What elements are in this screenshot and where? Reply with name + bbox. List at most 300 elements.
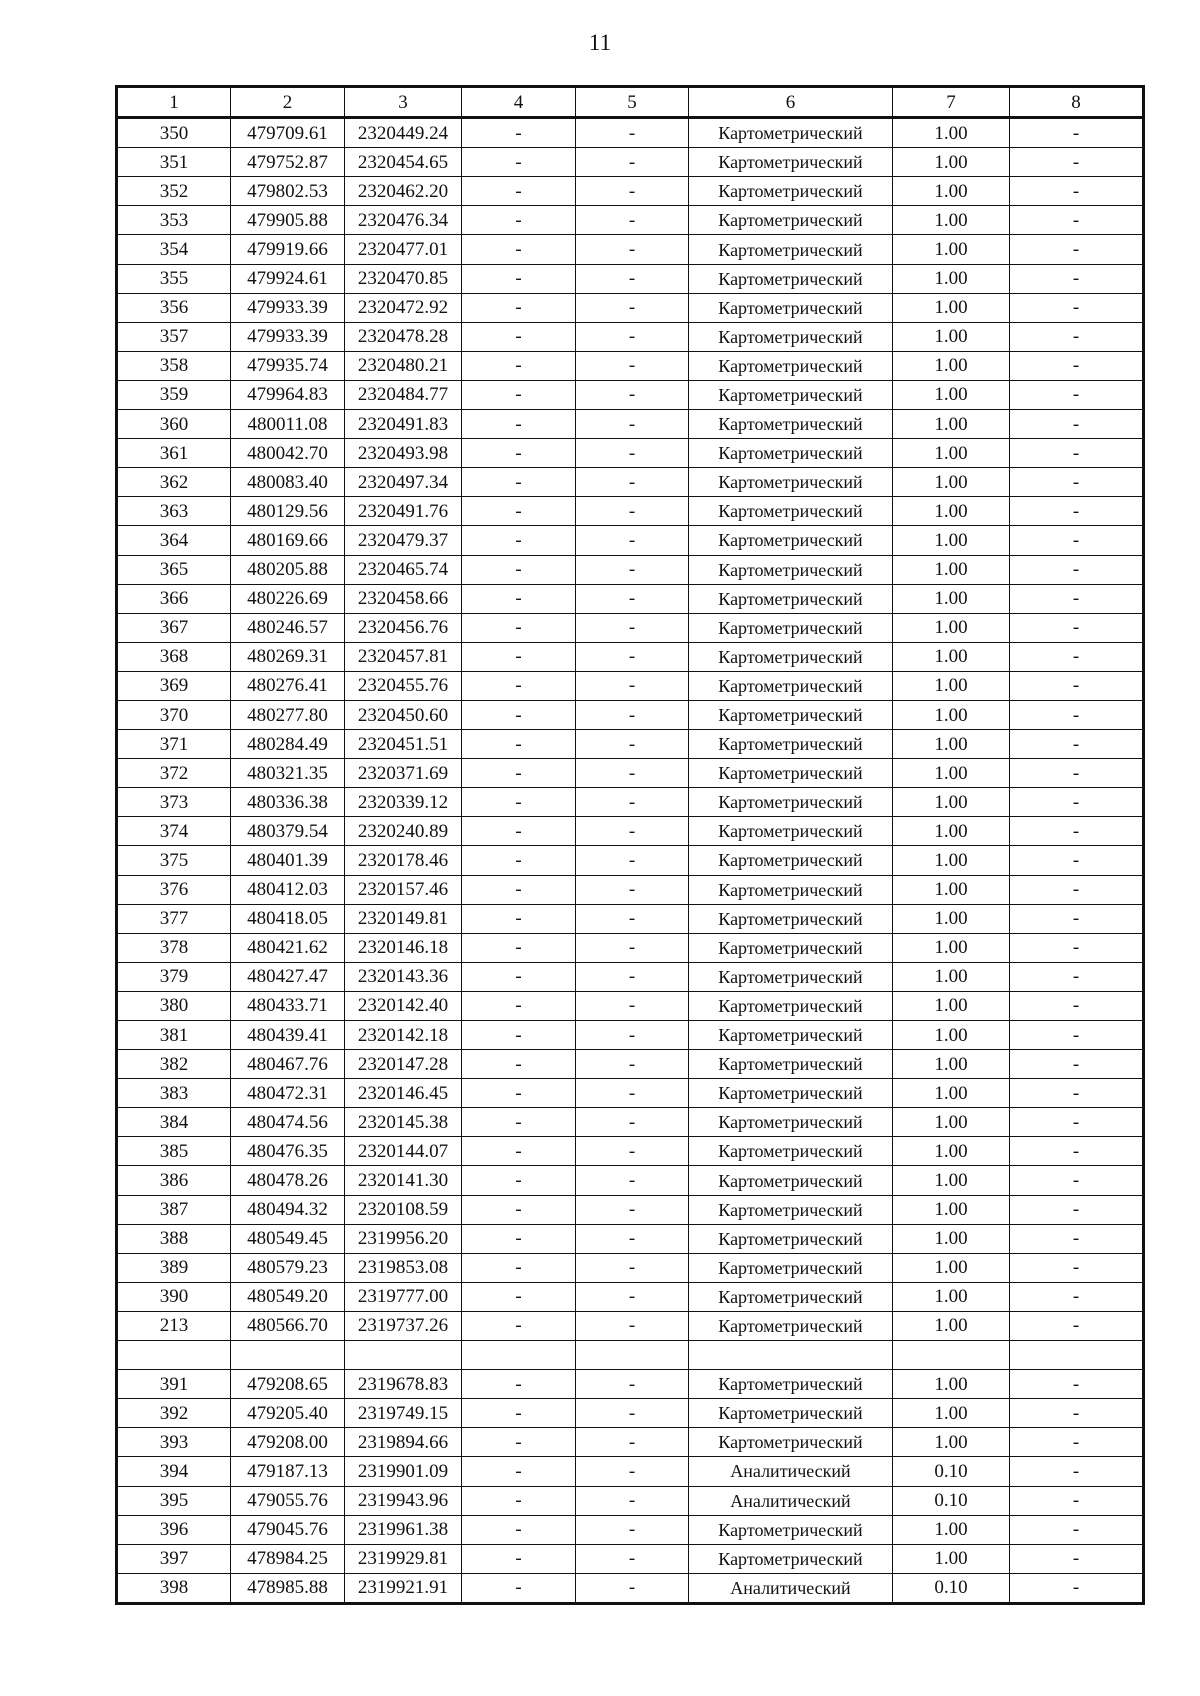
table-row [117,235,1144,264]
col4-cell: - [462,1515,576,1544]
accuracy-cell: 1.00 [893,1544,1010,1573]
col8-cell: - [1010,730,1144,759]
y-coordinate-cell: 2319921.91 [345,1573,462,1603]
accuracy-cell: 1.00 [893,439,1010,468]
col4-cell: - [462,730,576,759]
point-number-cell: 357 [117,322,231,351]
table-row [117,206,1144,235]
accuracy-cell: 1.00 [893,526,1010,555]
point-number-cell: 359 [117,380,231,409]
col5-cell: - [576,759,689,788]
accuracy-cell: 1.00 [893,1108,1010,1137]
x-coordinate-cell: 480269.31 [231,642,345,671]
y-coordinate-cell: 2319749.15 [345,1399,462,1428]
point-number-cell: 384 [117,1108,231,1137]
table-row [117,1515,1144,1544]
table-row [117,1399,1144,1428]
table-row [117,671,1144,700]
y-coordinate-cell: 2319901.09 [345,1457,462,1486]
point-number-cell: 377 [117,904,231,933]
x-coordinate-cell: 480418.05 [231,904,345,933]
point-number-cell: 382 [117,1050,231,1079]
point-number-cell: 351 [117,148,231,177]
x-coordinate-cell: 480321.35 [231,759,345,788]
col4-cell: - [462,1137,576,1166]
col5-cell: - [576,1544,689,1573]
table-row [117,1195,1144,1224]
table-row [117,1341,1144,1370]
col5-cell: - [576,1224,689,1253]
col4-cell: - [462,962,576,991]
point-number-cell: 383 [117,1079,231,1108]
point-number-cell: 375 [117,846,231,875]
accuracy-cell: 1.00 [893,875,1010,904]
col5-cell: - [576,1282,689,1311]
point-number-cell: 398 [117,1573,231,1603]
col5-cell: - [576,933,689,962]
col4-cell [462,1341,576,1370]
method-cell: Картометрический [689,1311,893,1340]
col8-cell: - [1010,380,1144,409]
x-coordinate-cell: 480427.47 [231,962,345,991]
col4-cell: - [462,1108,576,1137]
method-cell: Картометрический [689,1137,893,1166]
accuracy-cell: 1.00 [893,1166,1010,1195]
point-number-cell: 370 [117,700,231,729]
method-cell: Картометрический [689,526,893,555]
col4-cell: - [462,875,576,904]
col5-cell: - [576,584,689,613]
method-cell: Картометрический [689,962,893,991]
col8-cell: - [1010,206,1144,235]
x-coordinate-cell: 480379.54 [231,817,345,846]
column-header-7: 7 [893,87,1010,118]
column-header-2: 2 [231,87,345,118]
col8-cell: - [1010,235,1144,264]
col8-cell: - [1010,1079,1144,1108]
accuracy-cell: 1.00 [893,933,1010,962]
y-coordinate-cell: 2319737.26 [345,1311,462,1340]
method-cell: Картометрический [689,235,893,264]
method-cell: Аналитический [689,1573,893,1603]
x-coordinate-cell: 480277.80 [231,700,345,729]
col8-cell: - [1010,788,1144,817]
y-coordinate-cell: 2320497.34 [345,468,462,497]
col5-cell: - [576,1253,689,1282]
x-coordinate-cell: 480549.45 [231,1224,345,1253]
col4-cell: - [462,410,576,439]
column-header-8: 8 [1010,87,1144,118]
accuracy-cell: 1.00 [893,380,1010,409]
accuracy-cell: 1.00 [893,1195,1010,1224]
col5-cell: - [576,875,689,904]
method-cell: Картометрический [689,439,893,468]
col8-cell: - [1010,1108,1144,1137]
point-number-cell: 368 [117,642,231,671]
accuracy-cell: 1.00 [893,730,1010,759]
col8-cell: - [1010,584,1144,613]
accuracy-cell: 1.00 [893,235,1010,264]
x-coordinate-cell: 480566.70 [231,1311,345,1340]
x-coordinate-cell: 480467.76 [231,1050,345,1079]
table-row [117,1137,1144,1166]
point-number-cell: 392 [117,1399,231,1428]
col5-cell: - [576,991,689,1020]
col4-cell: - [462,351,576,380]
y-coordinate-cell: 2319956.20 [345,1224,462,1253]
point-number-cell: 389 [117,1253,231,1282]
method-cell: Картометрический [689,1544,893,1573]
col5-cell [576,1341,689,1370]
col4-cell: - [462,293,576,322]
point-number-cell: 379 [117,962,231,991]
x-coordinate-cell: 480494.32 [231,1195,345,1224]
col5-cell: - [576,148,689,177]
col4-cell: - [462,1428,576,1457]
method-cell: Картометрический [689,293,893,322]
table-row [117,497,1144,526]
col4-cell: - [462,1195,576,1224]
col8-cell: - [1010,1195,1144,1224]
accuracy-cell: 1.00 [893,788,1010,817]
x-coordinate-cell: 479933.39 [231,322,345,351]
x-coordinate-cell: 479802.53 [231,177,345,206]
col5-cell: - [576,1108,689,1137]
col8-cell: - [1010,118,1144,148]
col5-cell: - [576,962,689,991]
table-row [117,410,1144,439]
col5-cell: - [576,1311,689,1340]
table-row [117,322,1144,351]
col8-cell: - [1010,1021,1144,1050]
point-number-cell: 367 [117,613,231,642]
y-coordinate-cell: 2319929.81 [345,1544,462,1573]
method-cell: Картометрический [689,118,893,148]
method-cell: Картометрический [689,671,893,700]
y-coordinate-cell: 2320146.45 [345,1079,462,1108]
x-coordinate-cell: 480129.56 [231,497,345,526]
x-coordinate-cell: 479709.61 [231,118,345,148]
col4-cell: - [462,991,576,1020]
method-cell: Картометрический [689,991,893,1020]
col8-cell: - [1010,613,1144,642]
method-cell: Картометрический [689,1108,893,1137]
table-row [117,788,1144,817]
point-number-cell: 387 [117,1195,231,1224]
x-coordinate-cell: 479919.66 [231,235,345,264]
accuracy-cell: 0.10 [893,1573,1010,1603]
table-row [117,1486,1144,1515]
col4-cell: - [462,1253,576,1282]
table-row [117,1544,1144,1573]
table-row [117,1021,1144,1050]
y-coordinate-cell: 2320479.37 [345,526,462,555]
x-coordinate-cell: 479045.76 [231,1515,345,1544]
col8-cell: - [1010,846,1144,875]
y-coordinate-cell: 2320145.38 [345,1108,462,1137]
y-coordinate-cell: 2319678.83 [345,1370,462,1399]
method-cell: Картометрический [689,642,893,671]
col4-cell: - [462,788,576,817]
x-coordinate-cell: 480336.38 [231,788,345,817]
table-row [117,759,1144,788]
x-coordinate-cell: 480205.88 [231,555,345,584]
coordinates-table [115,85,1145,1605]
col5-cell: - [576,410,689,439]
method-cell: Аналитический [689,1486,893,1515]
col4-cell: - [462,642,576,671]
y-coordinate-cell: 2319894.66 [345,1428,462,1457]
point-number-cell: 395 [117,1486,231,1515]
point-number-cell: 390 [117,1282,231,1311]
col4-cell: - [462,555,576,584]
table-row [117,293,1144,322]
table-row [117,904,1144,933]
col8-cell: - [1010,875,1144,904]
point-number-cell: 365 [117,555,231,584]
table-row [117,1370,1144,1399]
point-number-cell: 380 [117,991,231,1020]
point-number-cell: 396 [117,1515,231,1544]
point-number-cell: 391 [117,1370,231,1399]
col4-cell: - [462,584,576,613]
col5-cell: - [576,1050,689,1079]
x-coordinate-cell: 479933.39 [231,293,345,322]
y-coordinate-cell: 2320450.60 [345,700,462,729]
y-coordinate-cell: 2320240.89 [345,817,462,846]
col8-cell: - [1010,410,1144,439]
col5-cell: - [576,846,689,875]
col8-cell: - [1010,468,1144,497]
x-coordinate-cell: 479752.87 [231,148,345,177]
accuracy-cell: 1.00 [893,264,1010,293]
y-coordinate-cell: 2320458.66 [345,584,462,613]
point-number-cell: 358 [117,351,231,380]
x-coordinate-cell: 479208.00 [231,1428,345,1457]
col5-cell: - [576,671,689,700]
method-cell: Картометрический [689,584,893,613]
accuracy-cell: 1.00 [893,468,1010,497]
x-coordinate-cell: 480401.39 [231,846,345,875]
col5-cell: - [576,206,689,235]
col4-cell: - [462,1079,576,1108]
accuracy-cell: 1.00 [893,497,1010,526]
method-cell: Картометрический [689,730,893,759]
point-number-cell: 381 [117,1021,231,1050]
col8-cell: - [1010,1370,1144,1399]
point-number-cell: 353 [117,206,231,235]
point-number-cell: 364 [117,526,231,555]
method-cell: Картометрический [689,1050,893,1079]
col5-cell: - [576,1137,689,1166]
y-coordinate-cell: 2320144.07 [345,1137,462,1166]
column-header-6: 6 [689,87,893,118]
table-row [117,700,1144,729]
y-coordinate-cell: 2320157.46 [345,875,462,904]
col4-cell: - [462,1486,576,1515]
x-coordinate-cell: 480083.40 [231,468,345,497]
x-coordinate-cell: 480474.56 [231,1108,345,1137]
col4-cell: - [462,526,576,555]
y-coordinate-cell: 2320141.30 [345,1166,462,1195]
accuracy-cell: 1.00 [893,148,1010,177]
table-row [117,846,1144,875]
accuracy-cell: 1.00 [893,293,1010,322]
accuracy-cell: 1.00 [893,1253,1010,1282]
table-row [117,1457,1144,1486]
method-cell: Картометрический [689,700,893,729]
col4-cell: - [462,904,576,933]
col8-cell: - [1010,148,1144,177]
accuracy-cell: 1.00 [893,410,1010,439]
table-row [117,875,1144,904]
col5-cell: - [576,555,689,584]
col8-cell: - [1010,351,1144,380]
x-coordinate-cell: 478985.88 [231,1573,345,1603]
col5-cell: - [576,264,689,293]
point-number-cell: 397 [117,1544,231,1573]
header-row [117,87,1144,118]
point-number-cell: 356 [117,293,231,322]
x-coordinate-cell: 479935.74 [231,351,345,380]
x-coordinate-cell: 480439.41 [231,1021,345,1050]
point-number-cell: 213 [117,1311,231,1340]
table-row [117,613,1144,642]
col4-cell: - [462,1021,576,1050]
accuracy-cell: 1.00 [893,671,1010,700]
col8-cell: - [1010,1311,1144,1340]
accuracy-cell: 1.00 [893,1311,1010,1340]
col5-cell: - [576,1573,689,1603]
x-coordinate-cell: 479905.88 [231,206,345,235]
col8-cell: - [1010,671,1144,700]
method-cell: Картометрический [689,1370,893,1399]
col4-cell: - [462,933,576,962]
col5-cell: - [576,439,689,468]
method-cell: Картометрический [689,1399,893,1428]
col5-cell: - [576,468,689,497]
col8-cell: - [1010,555,1144,584]
col5-cell: - [576,1195,689,1224]
y-coordinate-cell: 2320449.24 [345,118,462,148]
table-row [117,1108,1144,1137]
col4-cell: - [462,439,576,468]
method-cell [689,1341,893,1370]
table-row [117,991,1144,1020]
accuracy-cell: 1.00 [893,613,1010,642]
col8-cell: - [1010,264,1144,293]
col4-cell: - [462,1166,576,1195]
col5-cell: - [576,1428,689,1457]
method-cell: Картометрический [689,1515,893,1544]
col4-cell: - [462,148,576,177]
col4-cell: - [462,264,576,293]
x-coordinate-cell: 480226.69 [231,584,345,613]
col5-cell: - [576,1399,689,1428]
col8-cell: - [1010,1282,1144,1311]
accuracy-cell: 1.00 [893,584,1010,613]
method-cell: Картометрический [689,380,893,409]
point-number-cell: 355 [117,264,231,293]
table-row [117,1282,1144,1311]
col5-cell: - [576,177,689,206]
point-number-cell: 394 [117,1457,231,1486]
y-coordinate-cell: 2320478.28 [345,322,462,351]
method-cell: Картометрический [689,1428,893,1457]
x-coordinate-cell: 480169.66 [231,526,345,555]
x-coordinate-cell: 480478.26 [231,1166,345,1195]
col8-cell: - [1010,322,1144,351]
col5-cell: - [576,118,689,148]
point-number-cell: 371 [117,730,231,759]
y-coordinate-cell: 2319961.38 [345,1515,462,1544]
accuracy-cell: 1.00 [893,817,1010,846]
y-coordinate-cell: 2320146.18 [345,933,462,962]
table-row [117,177,1144,206]
method-cell: Картометрический [689,264,893,293]
col8-cell: - [1010,962,1144,991]
y-coordinate-cell: 2320480.21 [345,351,462,380]
point-number-cell: 385 [117,1137,231,1166]
col5-cell: - [576,613,689,642]
col8-cell [1010,1341,1144,1370]
method-cell: Картометрический [689,875,893,904]
accuracy-cell: 1.00 [893,1079,1010,1108]
col4-cell: - [462,1370,576,1399]
method-cell: Картометрический [689,148,893,177]
accuracy-cell: 1.00 [893,1428,1010,1457]
x-coordinate-cell: 480421.62 [231,933,345,962]
y-coordinate-cell: 2320178.46 [345,846,462,875]
col4-cell: - [462,1544,576,1573]
x-coordinate-cell: 479208.65 [231,1370,345,1399]
col4-cell: - [462,759,576,788]
col4-cell: - [462,846,576,875]
point-number-cell: 363 [117,497,231,526]
method-cell: Картометрический [689,1166,893,1195]
y-coordinate-cell: 2320476.34 [345,206,462,235]
x-coordinate-cell: 480042.70 [231,439,345,468]
x-coordinate-cell: 480472.31 [231,1079,345,1108]
x-coordinate-cell: 479055.76 [231,1486,345,1515]
accuracy-cell: 1.00 [893,206,1010,235]
y-coordinate-cell: 2320454.65 [345,148,462,177]
point-number-cell: 360 [117,410,231,439]
col4-cell: - [462,1457,576,1486]
col5-cell: - [576,1370,689,1399]
column-header-1: 1 [117,87,231,118]
col5-cell: - [576,817,689,846]
table-row [117,555,1144,584]
col8-cell: - [1010,1428,1144,1457]
col4-cell: - [462,1573,576,1603]
y-coordinate-cell: 2320457.81 [345,642,462,671]
column-header-4: 4 [462,87,576,118]
table-row [117,1311,1144,1340]
accuracy-cell: 0.10 [893,1486,1010,1515]
col4-cell: - [462,1282,576,1311]
col8-cell: - [1010,642,1144,671]
accuracy-cell: 1.00 [893,759,1010,788]
x-coordinate-cell: 480276.41 [231,671,345,700]
table-row [117,1428,1144,1457]
method-cell: Картометрический [689,1195,893,1224]
accuracy-cell: 1.00 [893,1050,1010,1079]
col8-cell: - [1010,700,1144,729]
col4-cell: - [462,380,576,409]
y-coordinate-cell: 2320493.98 [345,439,462,468]
table-row [117,584,1144,613]
